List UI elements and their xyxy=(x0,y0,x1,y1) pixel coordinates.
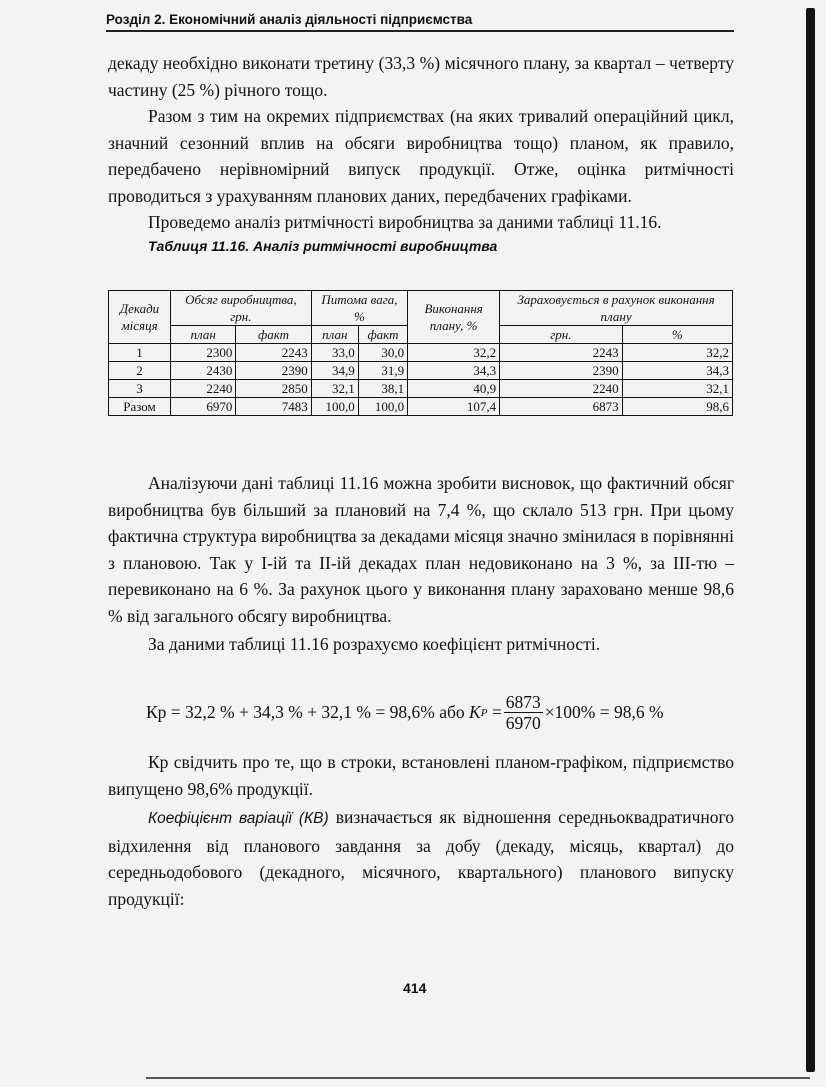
col-header-decade: Декади місяця xyxy=(109,291,171,344)
table-cell: 32,2 xyxy=(408,344,500,362)
text-block-analysis xyxy=(108,470,734,658)
table-cell: 2 xyxy=(109,362,171,380)
paragraph-kr-meaning xyxy=(108,749,734,802)
rhythm-coefficient-formula xyxy=(146,692,664,733)
kr-symbol: Кр xyxy=(148,752,169,772)
table-row xyxy=(109,362,733,380)
table-cell: 30,0 xyxy=(358,344,407,362)
sub-header-percent: % xyxy=(622,326,732,344)
table-cell: 6970 xyxy=(171,398,236,416)
fraction-denominator: 6970 xyxy=(505,713,541,733)
text-block-top xyxy=(108,50,734,256)
sub-header-plan: план xyxy=(311,326,358,344)
fraction-numerator: 6873 xyxy=(505,692,541,712)
paragraph-analysis: Аналізуючи дані таблиці 11.16 можна зробити висновок, що фактичний обсяг виробництва був більший за плановий на 7,4 %, що склало 513 грн. При цьому фактична структура виробництва за декадами місяця значно змінилася в порівнянні з плановою. Так у І-ій та ІІ-ій декадах план недовиконано на 3 %, за ІІІ-тю – перевиконано на 6 %. За рахунок цього у виконання плану зараховано менше 98,6 % від загального обсягу виробництва. xyxy=(108,473,734,626)
formula-sum: Кр = 32,2 % + 34,3 % + 32,1 % = 98,6% або xyxy=(146,702,465,722)
table-row xyxy=(109,380,733,398)
table-cell: 100,0 xyxy=(358,398,407,416)
table-cell: 34,9 xyxy=(311,362,358,380)
table-row-total xyxy=(109,398,733,416)
table-cell: 2390 xyxy=(500,362,622,380)
table-cell: 2850 xyxy=(236,380,311,398)
formula-tail: ×100% = 98,6 % xyxy=(544,702,664,722)
table-cell: 107,4 xyxy=(408,398,500,416)
bottom-rule xyxy=(146,1077,810,1079)
table-cell: 38,1 xyxy=(358,380,407,398)
table-cell: 2243 xyxy=(236,344,311,362)
table-cell: 7483 xyxy=(236,398,311,416)
variation-coefficient-term: Коефіцієнт варіації (КВ) xyxy=(148,810,329,827)
table-cell: 34,3 xyxy=(622,362,732,380)
table-cell: 100,0 xyxy=(311,398,358,416)
table-cell: 32,1 xyxy=(311,380,358,398)
paragraph-table-intro: Проведемо аналіз ритмічності виробництва за даними таблиці 11.16. xyxy=(148,212,662,232)
rhythm-table xyxy=(108,290,733,416)
table-cell: 2240 xyxy=(500,380,622,398)
table-cell: 32,2 xyxy=(622,344,732,362)
table-cell: 6873 xyxy=(500,398,622,416)
table-cell: 2300 xyxy=(171,344,236,362)
sub-header-fact: факт xyxy=(236,326,311,344)
table-cell: 1 xyxy=(109,344,171,362)
paragraph-uneven-output: Разом з тим на окремих підприємствах (на яких тривалий операційний цикл, значний сезонний вплив на обсяги виробництва тощо) планом, як правило, передбачено нерівномірний випуск продукції. Отже, оцінка ритмічності проводиться з урахуванням планових даних, передбачених графіками. xyxy=(108,106,734,206)
table-cell: 32,1 xyxy=(622,380,732,398)
text-block-bottom xyxy=(108,749,734,912)
formula-k-subscript: P xyxy=(480,706,488,719)
table-cell: 34,3 xyxy=(408,362,500,380)
table-cell: 31,9 xyxy=(358,362,407,380)
paragraph-variation xyxy=(108,804,734,912)
col-header-volume: Обсяг виробництва, грн. xyxy=(171,291,312,326)
page-number: 414 xyxy=(403,980,427,996)
table-cell: 3 xyxy=(109,380,171,398)
sub-header-fact: факт xyxy=(358,326,407,344)
table-cell: Разом xyxy=(109,398,171,416)
table-cell: 2240 xyxy=(171,380,236,398)
formula-k: K xyxy=(469,702,481,722)
kr-meaning-text: свідчить про те, що в строки, встановлені планом-графіком, підприємство випущено 98,6% продукції. xyxy=(108,752,734,799)
formula-fraction xyxy=(504,692,543,733)
table-cell: 33,0 xyxy=(311,344,358,362)
table-cell: 2390 xyxy=(236,362,311,380)
paragraph-continuation: декаду необхідно виконати третину (33,3 %) місячного плану, за квартал – четверту частину (25 %) річного тощо. xyxy=(108,53,734,100)
running-header: Розділ 2. Економічний аналіз діяльності підприємства xyxy=(106,12,734,32)
col-header-credited: Зараховується в рахунок виконання плану xyxy=(500,291,733,326)
table-row xyxy=(109,344,733,362)
table-cell: 2243 xyxy=(500,344,622,362)
formula-equals: = xyxy=(491,702,502,722)
col-header-execution: Виконання плану, % xyxy=(408,291,500,344)
variation-definition-text: визначається як відношення середньоквадратичного відхилення від планового завдання за добу (декаду, місяць, квартал) до середньодобового (декадного, місячного, квартального) планового випуску продукції: xyxy=(108,807,734,909)
paragraph-formula-intro: За даними таблиці 11.16 розрахуємо коефіцієнт ритмічності. xyxy=(148,634,601,654)
col-header-share: Питома вага, % xyxy=(311,291,407,326)
table-cell: 98,6 xyxy=(622,398,732,416)
sub-header-plan: план xyxy=(171,326,236,344)
page-edge-shadow xyxy=(806,8,815,1072)
sub-header-uah: грн. xyxy=(500,326,622,344)
table-caption: Таблиця 11.16. Аналіз ритмічності виробництва xyxy=(148,237,498,254)
table-cell: 40,9 xyxy=(408,380,500,398)
table-cell: 2430 xyxy=(171,362,236,380)
